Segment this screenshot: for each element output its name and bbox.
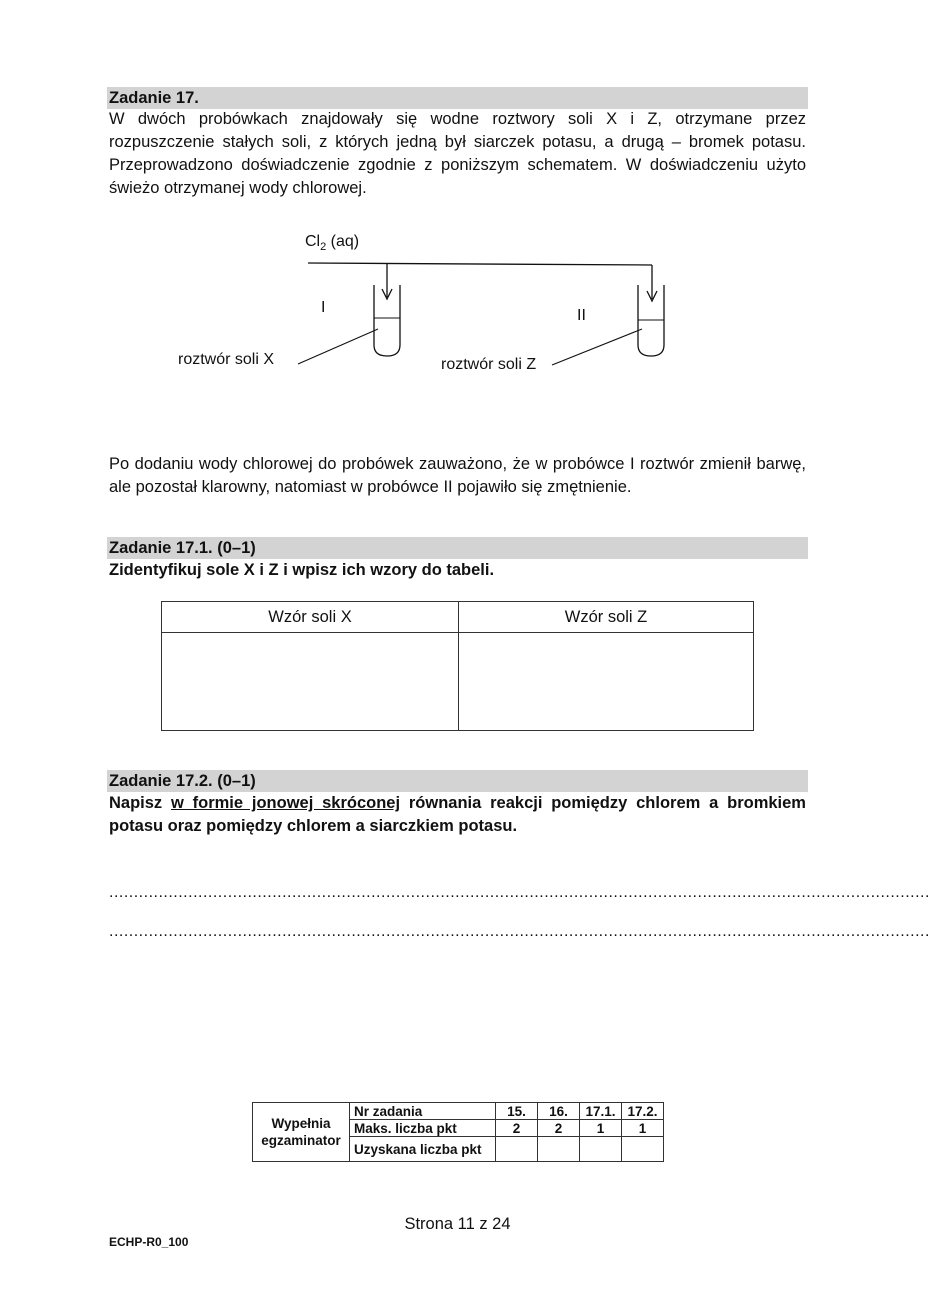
task-17-2-instruction: Napisz w formie jonowej skróconej równania reakcji pomiędzy chlorem a bromkiem potasu oraz pomiędzy chlorem a siarczkiem potasu.	[109, 794, 806, 835]
max-points-cell: 2	[496, 1120, 538, 1137]
task-number-cell: 17.2.	[622, 1103, 664, 1120]
answer-table-17-1	[161, 601, 754, 731]
max-points-cell: 2	[538, 1120, 580, 1137]
solution-x-label: roztwór soli X	[178, 351, 275, 368]
obtained-points-cell[interactable]	[538, 1137, 580, 1162]
task-17-2-header: Zadanie 17.2. (0–1)	[107, 770, 808, 792]
tube-2-label: II	[577, 307, 586, 324]
observation-text: Po dodaniu wody chlorowej do probówek zauważono, że w probówce I roztwór zmienił barwę, ale pozostał klarowny, natomiast w probówce II pojawiło się zmętnienie.	[109, 455, 806, 496]
answer-line-2[interactable]: ......................................................................................................................................................................	[109, 923, 930, 940]
answer-cell-salt-x[interactable]	[162, 633, 459, 731]
chlorine-supply-line	[308, 263, 652, 265]
task-17-intro: W dwóch probówkach znajdowały się wodne roztwory soli X i Z, otrzymane przez rozpuszczenie stałych soli, z których jedną był siarczek potasu, a drugą – bromek potasu. Przeprowadzono doświadczenie zgodnie z poniższym schematem. W doświadczeniu użyto świeżo otrzymanej wody chlorowej.	[109, 110, 806, 197]
col-header-salt-z: Wzór soli Z	[459, 602, 754, 633]
row-label-max-points: Maks. liczba pkt	[350, 1120, 496, 1137]
task-17-header: Zadanie 17.	[107, 87, 808, 109]
solution-z-label: roztwór soli Z	[441, 356, 537, 373]
row-label-obtained-points: Uzyskana liczba pkt	[350, 1137, 496, 1162]
task-number-cell: 15.	[496, 1103, 538, 1120]
leader-line-z	[552, 329, 642, 365]
tube-1-label: I	[321, 299, 326, 316]
score-table	[252, 1102, 664, 1162]
max-points-cell: 1	[580, 1120, 622, 1137]
page-number: Strona 11 z 24	[404, 1215, 511, 1233]
task-number-cell: 17.1.	[580, 1103, 622, 1120]
task-number-cell: 16.	[538, 1103, 580, 1120]
answer-cell-salt-z[interactable]	[459, 633, 754, 731]
col-header-salt-x: Wzór soli X	[162, 602, 459, 633]
exam-code: ECHP-R0_100	[109, 1235, 189, 1249]
obtained-points-cell[interactable]	[496, 1137, 538, 1162]
max-points-cell: 1	[622, 1120, 664, 1137]
task-17-1-instruction: Zidentyfikuj sole X i Z i wpisz ich wzory do tabeli.	[109, 561, 495, 579]
row-label-task-number: Nr zadania	[350, 1103, 496, 1120]
task-17-1-header: Zadanie 17.1. (0–1)	[107, 537, 808, 559]
filled-by-examiner: Wypełnia egzaminator	[253, 1103, 350, 1162]
answer-line-1[interactable]: ......................................................................................................................................................................	[109, 884, 930, 901]
underlined-phrase: w formie jonowej skróconej	[171, 794, 401, 812]
obtained-points-cell[interactable]	[580, 1137, 622, 1162]
chlorine-water-label: $Cl_2$ (aq)	[305, 233, 360, 254]
leader-line-x	[298, 329, 378, 364]
obtained-points-cell[interactable]	[622, 1137, 664, 1162]
